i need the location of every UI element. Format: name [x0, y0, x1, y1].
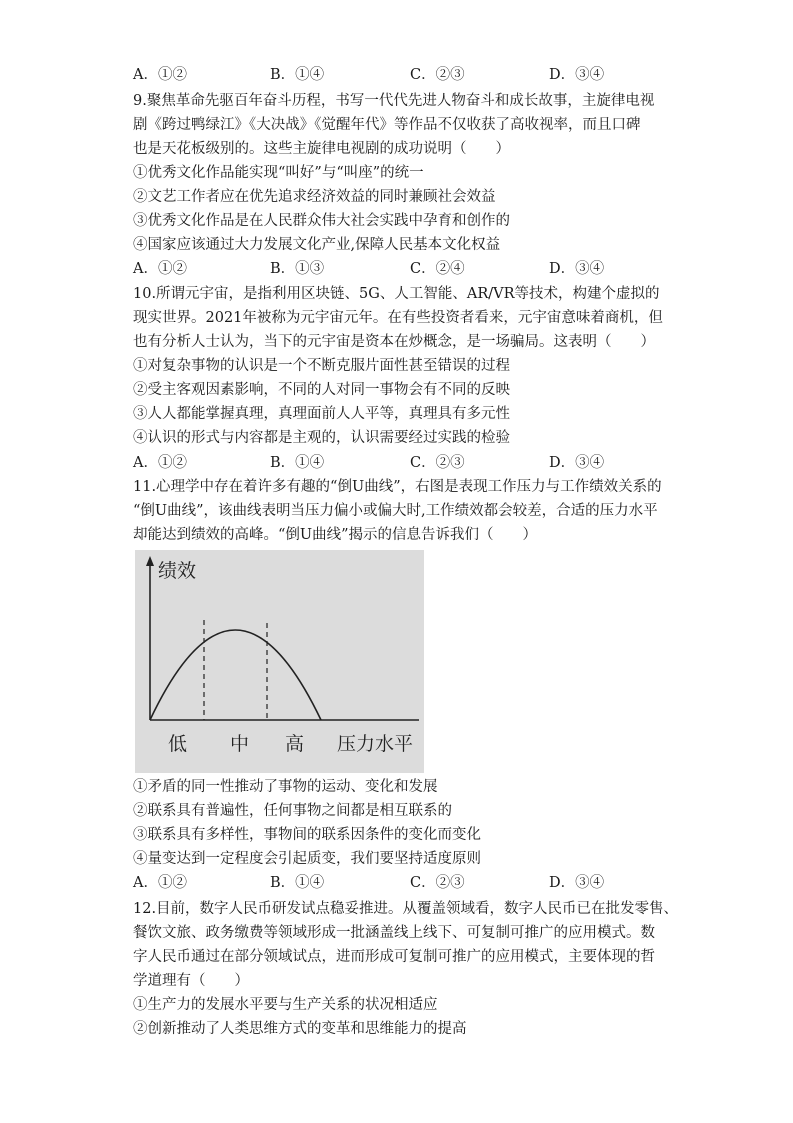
option-d[interactable]: D．③④	[549, 67, 605, 83]
option-d[interactable]: D．③④	[549, 455, 605, 471]
q10-options	[133, 453, 653, 473]
q9-stem-line: 9.聚焦革命先驱百年奋斗历程，书写一代代先进人物奋斗和成长故事，主旋律电视	[133, 93, 655, 109]
option-b[interactable]: B．①④	[270, 875, 325, 891]
q12-item: ①生产力的发展水平要与生产关系的状况相适应	[133, 997, 438, 1013]
q11-item: ③联系具有多样性，事物间的联系因条件的变化而变化	[133, 827, 481, 843]
option-c[interactable]: C．②③	[410, 455, 465, 471]
q8-options	[133, 65, 653, 85]
q9-item: ②文艺工作者应在优先追求经济效益的同时兼顾社会效益	[133, 189, 496, 205]
option-c[interactable]: C．②④	[410, 261, 465, 277]
q11-stem-line: 却能达到绩效的高峰。“倒U曲线”揭示的信息告诉我们（ ）	[133, 527, 538, 543]
x-axis-label: 压力水平	[337, 733, 414, 755]
option-a[interactable]: A．①②	[133, 455, 187, 471]
q12-stem-line: 餐饮文旅、政务缴费等领域形成一批涵盖线上线下、可复制可推广的应用模式。数	[133, 925, 655, 941]
inverted-u-curve-figure	[135, 550, 424, 773]
option-c[interactable]: C．②③	[410, 67, 465, 83]
option-d[interactable]: D．③④	[549, 261, 605, 277]
q11-stem-line: “倒U曲线”，该曲线表明当压力偏小或偏大时,工作绩效都会较差，合适的压力水平	[133, 503, 658, 519]
q10-item: ①对复杂事物的认识是一个不断克服片面性甚至错误的过程	[133, 358, 510, 374]
q12-stem-line: 学道理有（ ）	[133, 973, 249, 989]
q9-item: ①优秀文化作品能实现“叫好”与“叫座”的统一	[133, 165, 424, 181]
option-a[interactable]: A．①②	[133, 67, 187, 83]
q11-item: ①矛盾的同一性推动了事物的运动、变化和发展	[133, 779, 438, 795]
option-a[interactable]: A．①②	[133, 261, 187, 277]
q9-stem-line: 剧《跨过鸭绿江》《大决战》《觉醒年代》等作品不仅收获了高收视率，而且口碑	[133, 117, 641, 133]
tick-label-low: 低	[168, 733, 188, 755]
q9-item: ③优秀文化作品是在人民群众伟大社会实践中孕育和创作的	[133, 213, 510, 229]
tick-label-high: 高	[285, 733, 305, 755]
q11-options	[133, 873, 653, 893]
q11-stem-line: 11.心理学中存在着许多有趣的“倒U曲线”，右图是表现工作压力与工作绩效关系的	[133, 479, 662, 495]
y-axis-label: 绩效	[158, 560, 197, 582]
option-b[interactable]: B．①④	[270, 455, 325, 471]
option-d[interactable]: D．③④	[549, 875, 605, 891]
option-c[interactable]: C．②③	[410, 875, 465, 891]
q12-item: ②创新推动了人类思维方式的变革和思维能力的提高	[133, 1021, 467, 1037]
q12-stem-line: 字人民币通过在部分领域试点，进而形成可复制可推广的应用模式，主要体现的哲	[133, 949, 655, 965]
option-a[interactable]: A．①②	[133, 875, 187, 891]
y-axis-arrow	[146, 556, 154, 566]
inverted-u-curve	[150, 630, 321, 720]
q9-item: ④国家应该通过大力发展文化产业,保障人民基本文化权益	[133, 237, 501, 253]
q10-stem-line: 也有分析人士认为，当下的元宇宙是资本在炒概念，是一场骗局。这表明（ ）	[133, 334, 655, 350]
q10-item: ②受主客观因素影响，不同的人对同一事物会有不同的反映	[133, 382, 510, 398]
q10-item: ④认识的形式与内容都是主观的，认识需要经过实践的检验	[133, 430, 510, 446]
q9-stem-line: 也是天花板级别的。这些主旋律电视剧的成功说明（ ）	[133, 141, 510, 157]
q11-item: ②联系具有普遍性，任何事物之间都是相互联系的	[133, 803, 452, 819]
q10-item: ③人人都能掌握真理，真理面前人人平等，真理具有多元性	[133, 406, 510, 422]
tick-label-mid: 中	[230, 733, 250, 755]
q11-item: ④量变达到一定程度会引起质变，我们要坚持适度原则	[133, 851, 481, 867]
option-b[interactable]: B．①③	[270, 261, 325, 277]
q12-stem-line: 12.目前，数字人民币研发试点稳妥推进。从覆盖领域看，数字人民币已在批发零售、	[133, 901, 679, 917]
inverted-u-curve-svg	[135, 550, 424, 773]
q10-stem-line: 10.所谓元宇宙，是指利用区块链、5G、人工智能、AR/VR等技术，构建个虚拟的	[133, 286, 660, 302]
q9-options	[133, 259, 653, 279]
q10-stem-line: 现实世界。2021年被称为元宇宙元年。在有些投资者看来，元宇宙意味着商机，但	[133, 310, 663, 326]
option-b[interactable]: B．①④	[270, 67, 325, 83]
